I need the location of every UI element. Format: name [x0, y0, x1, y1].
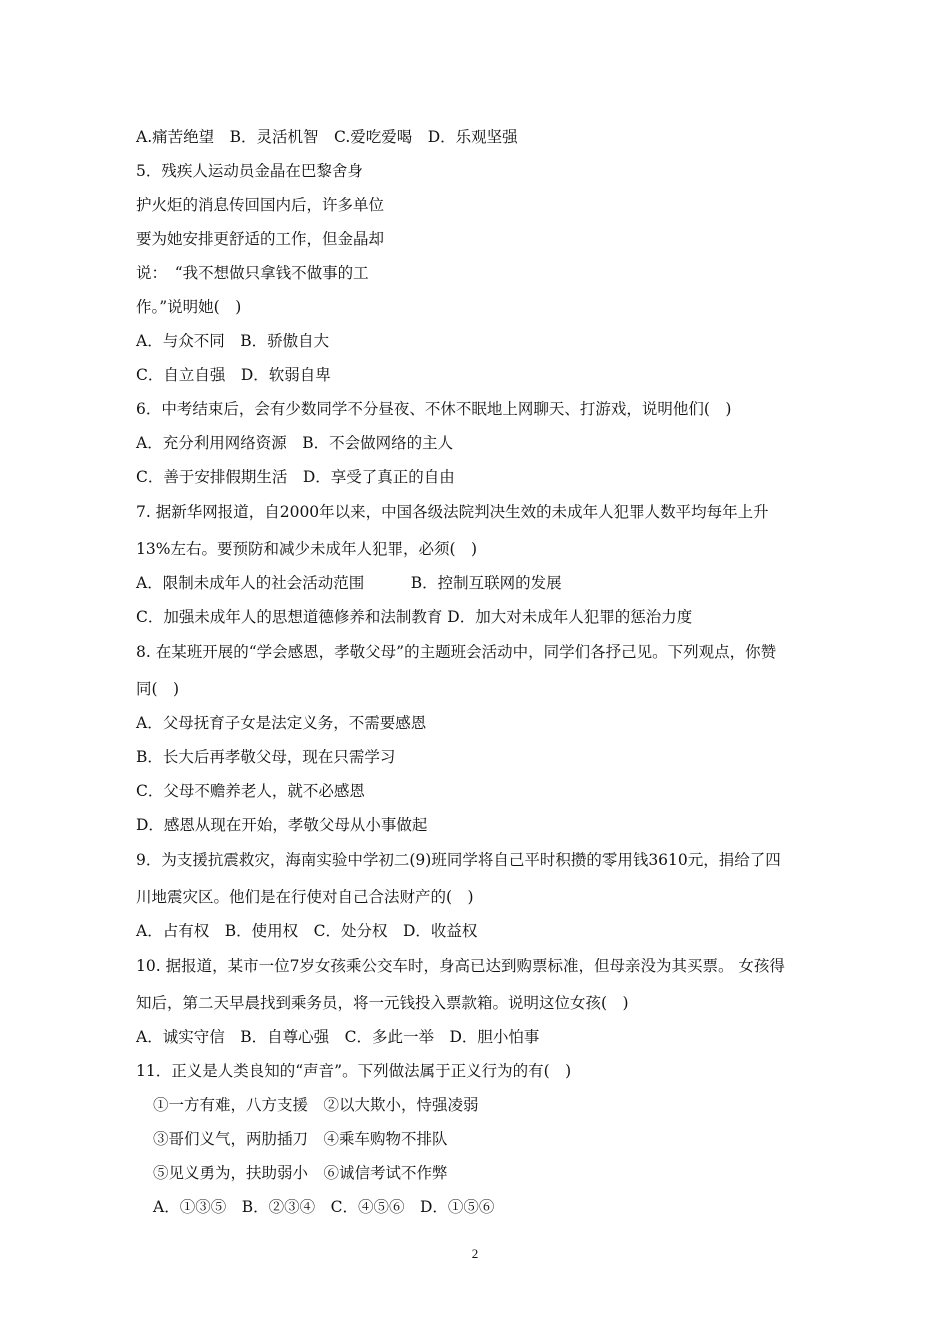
q11-statements-1-2: ①一方有难，八方支援 ②以大欺小，恃强凌弱 [153, 1096, 479, 1114]
q9-stem-line-1: 9．为支援抗震救灾，海南实验中学初二(9)班同学将自己平时积攒的零用钱3610元，捐给了四 [136, 851, 781, 869]
q9-options: A．占有权 B．使用权 C．处分权 D．收益权 [136, 922, 478, 940]
q8-stem-line-2: 同( ) [136, 680, 180, 698]
q8-option-b: B．长大后再孝敬父母，现在只需学习 [136, 748, 396, 766]
q6-stem: 6．中考结束后，会有少数同学不分昼夜、不休不眠地上网聊天、打游戏，说明他们( ) [136, 400, 732, 418]
q5-stem-line-5: 作。”说明她( ) [136, 298, 242, 316]
q11-options: A．①③⑤ B．②③④ C．④⑤⑥ D．①⑤⑥ [153, 1198, 495, 1216]
page-number: 2 [471, 1246, 479, 1261]
q5-stem-line-1: 5．残疾人运动员金晶在巴黎舍身 [136, 162, 363, 180]
q6-options-c-d: C．善于安排假期生活 D．享受了真正的自由 [136, 468, 455, 486]
q11-statements-3-4: ③哥们义气，两肋插刀 ④乘车购物不排队 [153, 1130, 448, 1148]
q7-stem-line-2: 13%左右。要预防和减少未成年人犯罪，必须( ) [136, 540, 478, 558]
q5-stem-line-3: 要为她安排更舒适的工作，但金晶却 [136, 230, 385, 248]
q10-options: A．诚实守信 B．自尊心强 C．多此一举 D．胆小怕事 [136, 1028, 540, 1046]
q5-options-a-b: A．与众不同 B．骄傲自大 [136, 332, 330, 350]
q7-options-a-b: A．限制未成年人的社会活动范围 B．控制互联网的发展 [136, 574, 562, 592]
q7-options-c-d: C．加强未成年人的思想道德修养和法制教育 D．加大对未成年人犯罪的惩治力度 [136, 608, 693, 626]
q7-stem-line-1: 7. 据新华网报道，自2000年以来，中国各级法院判决生效的未成年人犯罪人数平均每年上升 [136, 503, 769, 521]
q11-stem: 11．正义是人类良知的“声音”。下列做法属于正义行为的有( ) [136, 1062, 572, 1080]
q11-statements-5-6: ⑤见义勇为，扶助弱小 ⑥诚信考试不作弊 [153, 1164, 448, 1182]
q8-option-a: A．父母抚育子女是法定义务，不需要感恩 [136, 714, 427, 732]
q5-options-c-d: C．自立自强 D．软弱自卑 [136, 366, 331, 384]
q6-options-a-b: A．充分利用网络资源 B．不会做网络的主人 [136, 434, 454, 452]
q10-stem-line-1: 10. 据报道，某市一位7岁女孩乘公交车时，身高已达到购票标准，但母亲没为其买票。 女孩得 [136, 957, 785, 975]
q5-stem-line-2: 护火炬的消息传回国内后，许多单位 [136, 196, 385, 214]
q4-options: A.痛苦绝望 B．灵活机智 C.爱吃爱喝 D．乐观坚强 [136, 128, 518, 146]
q5-stem-line-4: 说： “我不想做只拿钱不做事的工 [136, 264, 369, 282]
q9-stem-line-2: 川地震灾区。他们是在行使对自己合法财产的( ) [136, 888, 474, 906]
q10-stem-line-2: 知后，第二天早晨找到乘务员，将一元钱投入票款箱。说明这位女孩( ) [136, 994, 629, 1012]
q8-option-d: D．感恩从现在开始，孝敬父母从小事做起 [136, 816, 428, 834]
q8-option-c: C．父母不赡养老人，就不必感恩 [136, 782, 365, 800]
q8-stem-line-1: 8. 在某班开展的“学会感恩，孝敬父母”的主题班会活动中，同学们各抒己见。下列观点，你赞 [136, 643, 777, 661]
